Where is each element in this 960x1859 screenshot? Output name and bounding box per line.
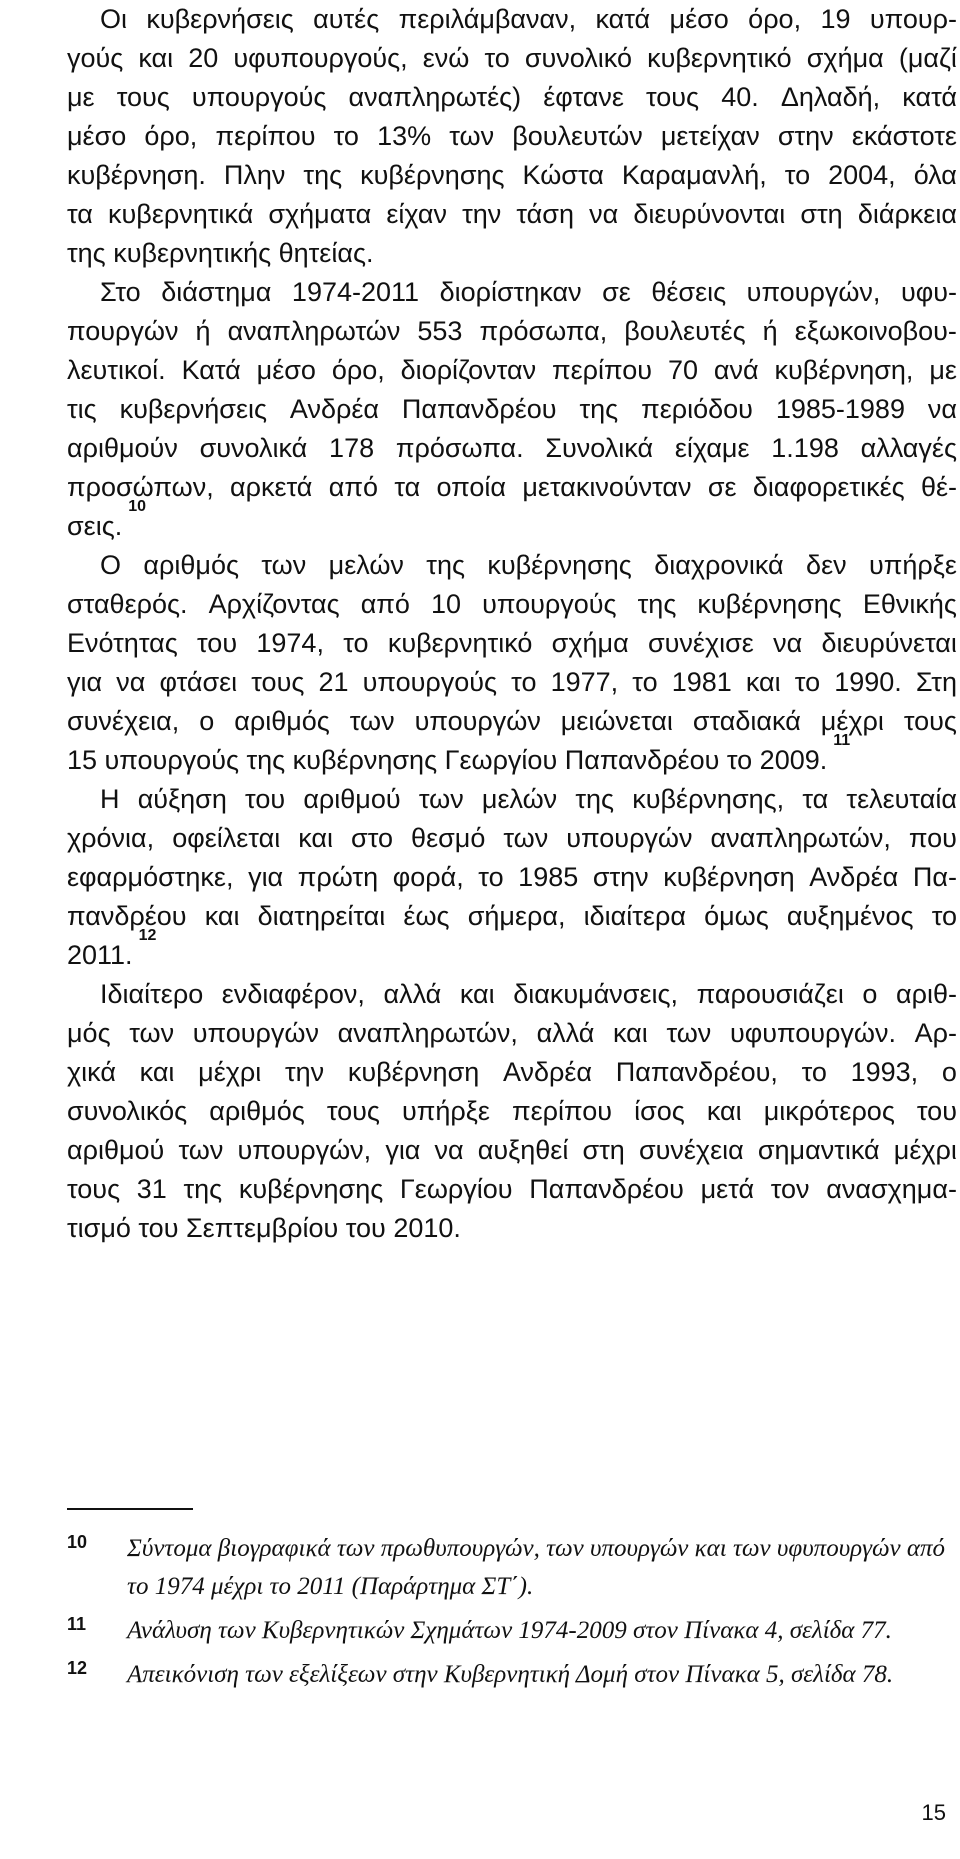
text-line: Ο αριθμός των μελών της κυβέρνησης διαχρονικά δεν υπήρξε	[100, 550, 957, 580]
text-line: Ιδιαίτερο ενδιαφέρον, αλλά και διακυμάνσεις, παρουσιάζει ο αριθ-	[100, 979, 957, 1009]
text-line	[67, 927, 957, 975]
text-line: χικά και μέχρι την κυβέρνηση Ανδρέα Παπανδρέου, το 1993, ο	[67, 1057, 957, 1087]
text-line	[67, 498, 957, 546]
text-line: αριθμούν συνολικά 178 πρόσωπα. Συνολικά είχαμε 1.198 αλλαγές	[67, 433, 957, 463]
text-line: συνολικός αριθμός τους υπήρξε περίπου ίσος και μικρότερος του	[67, 1096, 957, 1126]
footnote-separator	[67, 1508, 193, 1510]
paragraph-lines	[67, 0, 957, 1248]
footnote-number: 11	[67, 1614, 87, 1634]
footnote-ref: 11	[833, 732, 851, 749]
text-line: γούς και 20 υφυπουργούς, ενώ το συνολικό κυβερνητικό σχήμα (μαζί	[67, 43, 957, 73]
line-text: της κυβερνητικής θητείας.	[67, 238, 374, 268]
footnote-text: Απεικόνιση των εξελίξεων στην Κυβερνητική Δομή στον Πίνακα 5, σελίδα 78.	[127, 1661, 894, 1688]
text-line: αριθμού των υπουργών, για να αυξηθεί στη συνέχεια σημαντικά μέχρι	[67, 1135, 957, 1165]
body-text	[67, 0, 957, 1248]
text-line: τους 31 της κυβέρνησης Γεωργίου Παπανδρέου μετά τον ανασχημα-	[67, 1174, 957, 1204]
text-line: τις κυβερνήσεις Ανδρέα Παπανδρέου της περιόδου 1985-1989 να	[67, 394, 957, 424]
text-line	[67, 234, 957, 273]
footnote-item	[67, 1530, 957, 1606]
text-line: προσώπων, αρκετά από τα οποία μετακινούνταν σε διαφορετικές θέ-	[67, 472, 957, 502]
line-text: 2011.	[67, 940, 133, 970]
text-line: πουργών ή αναπληρωτών 553 πρόσωπα, βουλευτές ή εξωκοινοβου-	[67, 316, 957, 346]
text-line	[67, 1209, 957, 1248]
text-line: λευτικοί. Κατά μέσο όρο, διορίζονταν περίπου 70 ανά κυβέρνηση, με	[67, 355, 957, 385]
text-line: εφαρμόστηκε, για πρώτη φορά, το 1985 στην κυβέρνηση Ανδρέα Πα-	[67, 862, 957, 892]
text-line: Ενότητας του 1974, το κυβερνητικό σχήμα συνέχισε να διευρύνεται	[67, 628, 957, 658]
footnote-ref: 10	[128, 498, 147, 515]
footnotes	[67, 1530, 957, 1700]
text-line	[67, 732, 957, 780]
text-line: μέσο όρο, περίπου το 13% των βουλευτών μετείχαν στην εκάστοτε	[67, 121, 957, 151]
text-line: μός των υπουργών αναπληρωτών, αλλά και των υφυπουργών. Αρ-	[67, 1018, 957, 1048]
page-number: 15	[921, 1800, 946, 1825]
footnote-number: 10	[67, 1532, 88, 1552]
footnote-ref: 12	[138, 927, 157, 944]
footnote-number: 12	[67, 1658, 88, 1678]
footnote-text: Σύντομα βιογραφικά των πρωθυπουργών, των υπουργών και των υφυπουργών από το 1974 μέχρι το 2011 (Παράρτημα ΣΤ΄).	[127, 1535, 945, 1600]
text-line: κυβέρνηση. Πλην της κυβέρνησης Κώστα Καραμανλή, το 2004, όλα	[67, 160, 957, 190]
text-line: Στο διάστημα 1974-2011 διορίστηκαν σε θέσεις υπουργών, υφυ-	[100, 277, 957, 307]
text-line: σταθερός. Αρχίζοντας από 10 υπουργούς της κυβέρνησης Εθνικής	[67, 589, 957, 619]
text-line: Η αύξηση του αριθμού των μελών της κυβέρνησης, τα τελευταία	[100, 784, 957, 814]
footnote-item	[67, 1656, 957, 1694]
text-line: με τους υπουργούς αναπληρωτές) έφτανε τους 40. Δηλαδή, κατά	[67, 82, 957, 112]
text-line: τα κυβερνητικά σχήματα είχαν την τάση να διευρύνονται στη διάρκεια	[67, 199, 957, 229]
line-text: σεις.	[67, 511, 123, 541]
footnote-text: Ανάλυση των Κυβερνητικών Σχημάτων 1974-2009 στον Πίνακα 4, σελίδα 77.	[127, 1617, 892, 1644]
text-line: για να φτάσει τους 21 υπουργούς το 1977, το 1981 και το 1990. Στη	[67, 667, 957, 697]
text-line: χρόνια, οφείλεται και στο θεσμό των υπουργών αναπληρωτών, που	[67, 823, 957, 853]
text-line: Οι κυβερνήσεις αυτές περιλάμβαναν, κατά μέσο όρο, 19 υπουρ-	[100, 4, 957, 34]
line-text: 15 υπουργούς της κυβέρνησης Γεωργίου Παπανδρέου το 2009.	[67, 745, 828, 775]
footnote-item	[67, 1612, 957, 1650]
text-line: πανδρέου και διατηρείται έως σήμερα, ιδιαίτερα όμως αυξημένος το	[67, 901, 957, 931]
text-line: συνέχεια, ο αριθμός των υπουργών μειώνεται σταδιακά μέχρι τους	[67, 706, 957, 736]
line-text: τισμό του Σεπτεμβρίου του 2010.	[67, 1213, 461, 1243]
